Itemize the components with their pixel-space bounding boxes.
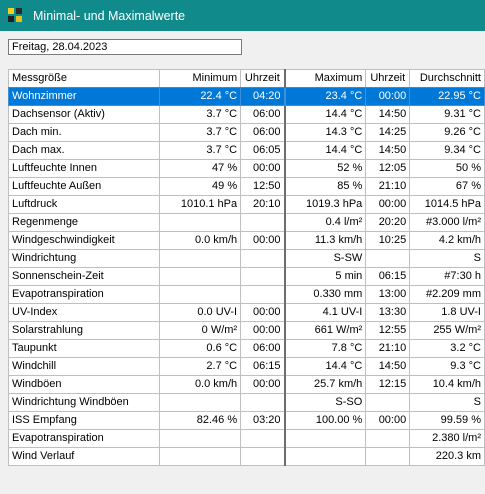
table-cell: 3.7 °C (159, 124, 240, 142)
table-row[interactable] (9, 340, 485, 358)
column-header[interactable]: Uhrzeit (241, 70, 285, 88)
table-cell: 06:00 (241, 106, 285, 124)
table-cell: 1014.5 hPa (410, 196, 485, 214)
table-cell: 82.46 % (159, 412, 240, 430)
weather-app-icon (8, 8, 24, 24)
column-header[interactable]: Uhrzeit (366, 70, 410, 88)
table-cell: 12:50 (241, 178, 285, 196)
table-cell: 7.8 °C (285, 340, 366, 358)
table-cell (241, 448, 285, 466)
table-row[interactable] (9, 178, 485, 196)
table-row[interactable] (9, 304, 485, 322)
table-cell: 49 % (159, 178, 240, 196)
table-cell: 9.3 °C (410, 358, 485, 376)
table-cell: 0.0 km/h (159, 376, 240, 394)
table-row[interactable] (9, 322, 485, 340)
table-cell: 20:10 (241, 196, 285, 214)
table-cell: 4.2 km/h (410, 232, 485, 250)
table-cell: 00:00 (366, 412, 410, 430)
table-row[interactable] (9, 412, 485, 430)
table-cell: 00:00 (366, 196, 410, 214)
table-cell: 06:15 (366, 268, 410, 286)
table-cell: 11.3 km/h (285, 232, 366, 250)
table-cell: 50 % (410, 160, 485, 178)
table-row[interactable] (9, 376, 485, 394)
table-row[interactable] (9, 268, 485, 286)
table-row[interactable] (9, 106, 485, 124)
table-cell: 99.59 % (410, 412, 485, 430)
row-label: Wohnzimmer (9, 88, 160, 106)
table-cell (241, 214, 285, 232)
row-label: Luftfeuchte Außen (9, 178, 160, 196)
table-row[interactable] (9, 196, 485, 214)
grid-header-row (9, 70, 485, 88)
table-cell (159, 286, 240, 304)
table-cell: #2.209 mm (410, 286, 485, 304)
table-cell: 14:25 (366, 124, 410, 142)
table-cell: 52 % (285, 160, 366, 178)
table-cell: 13:30 (366, 304, 410, 322)
table-row[interactable] (9, 88, 485, 106)
date-field[interactable]: Freitag, 28.04.2023 (8, 39, 242, 55)
table-row[interactable] (9, 160, 485, 178)
table-cell: 14:50 (366, 142, 410, 160)
table-cell (241, 250, 285, 268)
table-cell: 0.4 l/m² (285, 214, 366, 232)
table-cell: 2.7 °C (159, 358, 240, 376)
table-row[interactable] (9, 448, 485, 466)
table-cell: 14.3 °C (285, 124, 366, 142)
table-cell: 21:10 (366, 340, 410, 358)
table-cell (241, 394, 285, 412)
table-cell (241, 286, 285, 304)
table-cell: 85 % (285, 178, 366, 196)
table-row[interactable] (9, 430, 485, 448)
table-cell (159, 430, 240, 448)
table-cell: 14:50 (366, 358, 410, 376)
window-title: Minimal- und Maximalwerte (33, 8, 186, 23)
row-label: UV-Index (9, 304, 160, 322)
row-label: Luftdruck (9, 196, 160, 214)
table-cell: 23.4 °C (285, 88, 366, 106)
table-cell: 00:00 (366, 88, 410, 106)
column-header[interactable]: Durchschnitt (410, 70, 485, 88)
table-row[interactable] (9, 124, 485, 142)
table-cell: S (410, 250, 485, 268)
table-row[interactable] (9, 142, 485, 160)
row-label: ISS Empfang (9, 412, 160, 430)
table-cell (285, 448, 366, 466)
min-max-grid[interactable] (8, 69, 485, 466)
table-cell: 10.4 km/h (410, 376, 485, 394)
table-cell: 14.4 °C (285, 142, 366, 160)
table-cell: 220.3 km (410, 448, 485, 466)
table-cell: 3.7 °C (159, 106, 240, 124)
table-cell: #7:30 h (410, 268, 485, 286)
column-header[interactable]: Messgröße (9, 70, 160, 88)
table-cell: 14.4 °C (285, 106, 366, 124)
row-label: Windrichtung (9, 250, 160, 268)
table-cell (159, 394, 240, 412)
table-cell (159, 214, 240, 232)
table-cell: 00:00 (241, 232, 285, 250)
row-label: Windböen (9, 376, 160, 394)
row-label: Windgeschwindigkeit (9, 232, 160, 250)
table-cell: 1019.3 hPa (285, 196, 366, 214)
table-cell: 06:15 (241, 358, 285, 376)
table-cell: 0.330 mm (285, 286, 366, 304)
table-cell: 10:25 (366, 232, 410, 250)
table-row[interactable] (9, 394, 485, 412)
table-cell: 06:05 (241, 142, 285, 160)
table-cell: 3.7 °C (159, 142, 240, 160)
table-cell: S-SW (285, 250, 366, 268)
table-cell (366, 394, 410, 412)
table-cell: 661 W/m² (285, 322, 366, 340)
table-row[interactable] (9, 286, 485, 304)
table-cell: 22.95 °C (410, 88, 485, 106)
row-label: Windchill (9, 358, 160, 376)
row-label: Dach max. (9, 142, 160, 160)
table-cell: 67 % (410, 178, 485, 196)
table-cell: 21:10 (366, 178, 410, 196)
table-cell: #3.000 l/m² (410, 214, 485, 232)
column-header[interactable]: Minimum (159, 70, 240, 88)
table-cell: 12:05 (366, 160, 410, 178)
row-label: Dachsensor (Aktiv) (9, 106, 160, 124)
table-cell: 2.380 l/m² (410, 430, 485, 448)
table-row[interactable] (9, 358, 485, 376)
table-cell: 0 W/m² (159, 322, 240, 340)
column-header[interactable]: Maximum (285, 70, 366, 88)
table-cell (366, 250, 410, 268)
table-cell: 1.8 UV-I (410, 304, 485, 322)
table-cell: 14:50 (366, 106, 410, 124)
row-label: Wind Verlauf (9, 448, 160, 466)
row-label: Windrichtung Windböen (9, 394, 160, 412)
row-label: Evapotranspiration (9, 286, 160, 304)
table-cell: 20:20 (366, 214, 410, 232)
table-row[interactable] (9, 232, 485, 250)
table-cell: 0.0 UV-I (159, 304, 240, 322)
title-bar[interactable] (0, 0, 485, 31)
table-cell: 22.4 °C (159, 88, 240, 106)
row-label: Sonnenschein-Zeit (9, 268, 160, 286)
table-cell: 9.26 °C (410, 124, 485, 142)
table-cell (159, 448, 240, 466)
table-cell: 14.4 °C (285, 358, 366, 376)
table-cell: 13:00 (366, 286, 410, 304)
table-cell: 0.6 °C (159, 340, 240, 358)
table-cell: 25.7 km/h (285, 376, 366, 394)
table-cell: 0.0 km/h (159, 232, 240, 250)
table-cell: S (410, 394, 485, 412)
table-cell: 12:15 (366, 376, 410, 394)
table-cell: 12:55 (366, 322, 410, 340)
table-cell (241, 268, 285, 286)
table-cell: 06:00 (241, 340, 285, 358)
row-label: Regenmenge (9, 214, 160, 232)
table-cell: 47 % (159, 160, 240, 178)
table-cell: 00:00 (241, 304, 285, 322)
row-label: Solarstrahlung (9, 322, 160, 340)
table-cell: S-SO (285, 394, 366, 412)
row-label: Evapotranspiration (9, 430, 160, 448)
row-label: Dach min. (9, 124, 160, 142)
table-cell: 06:00 (241, 124, 285, 142)
table-cell: 1010.1 hPa (159, 196, 240, 214)
table-cell: 5 min (285, 268, 366, 286)
table-cell (366, 448, 410, 466)
table-cell: 00:00 (241, 322, 285, 340)
table-cell: 255 W/m² (410, 322, 485, 340)
row-label: Taupunkt (9, 340, 160, 358)
table-row[interactable] (9, 250, 485, 268)
table-cell: 04:20 (241, 88, 285, 106)
table-cell (285, 430, 366, 448)
table-cell (159, 250, 240, 268)
table-cell (366, 430, 410, 448)
table-cell: 03:20 (241, 412, 285, 430)
row-label: Luftfeuchte Innen (9, 160, 160, 178)
table-cell: 9.34 °C (410, 142, 485, 160)
table-cell: 100.00 % (285, 412, 366, 430)
table-cell: 00:00 (241, 160, 285, 178)
table-row[interactable] (9, 214, 485, 232)
table-cell (159, 268, 240, 286)
table-cell: 4.1 UV-I (285, 304, 366, 322)
table-cell: 3.2 °C (410, 340, 485, 358)
table-cell (241, 430, 285, 448)
table-cell: 9.31 °C (410, 106, 485, 124)
table-cell: 00:00 (241, 376, 285, 394)
